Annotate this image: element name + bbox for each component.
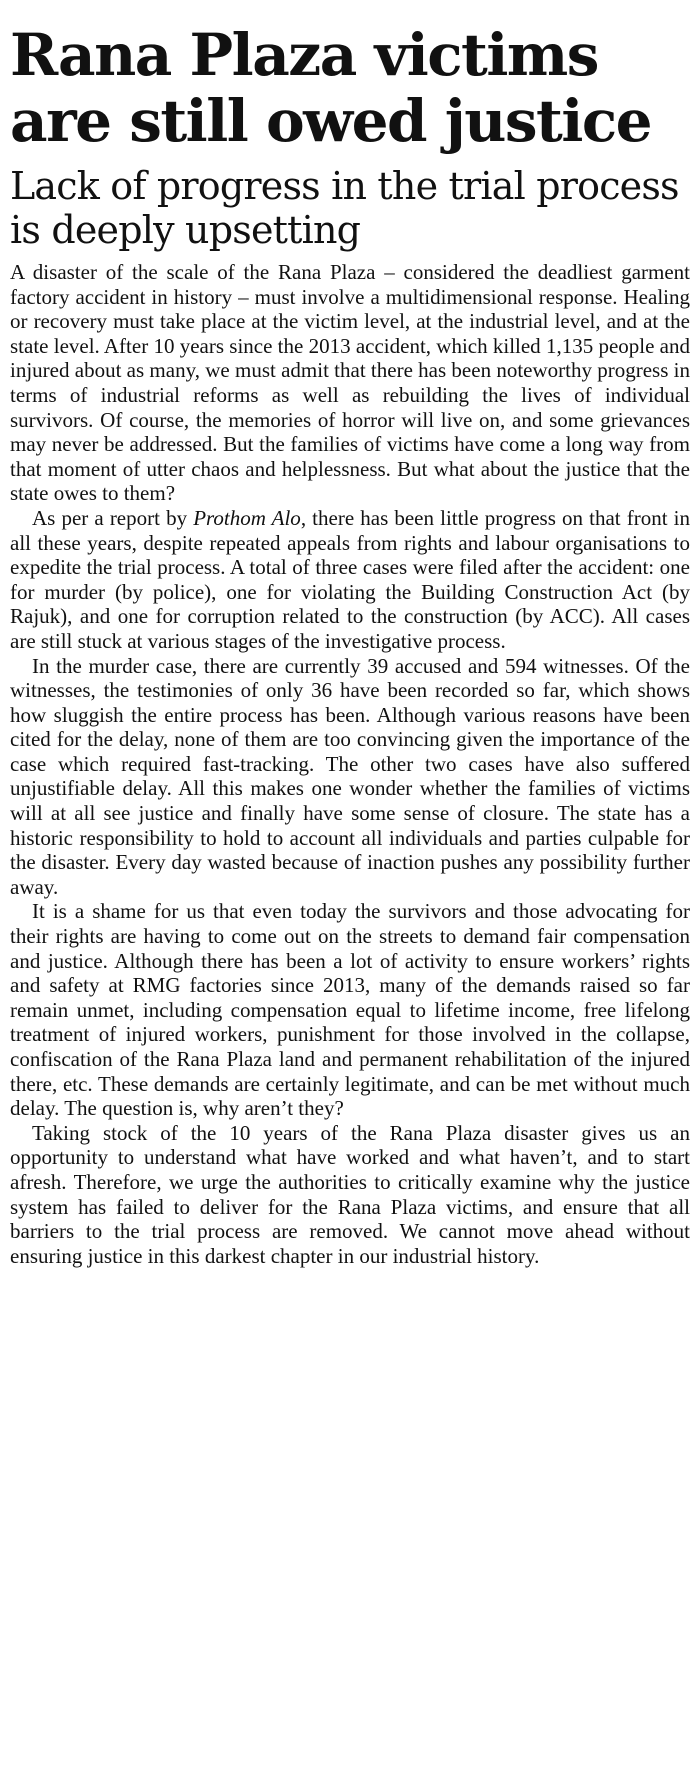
paragraph-3: In the murder case, there are currently 39 accused and 594 witnesses. Of the witnesses, the testimonies of only 36 have been recorded so far, which shows how sluggish the entire process has been. Although various reasons have been cited for the delay, none of them are too convincing given the importance of the case which required fast-tracking. The other two cases have also suffered unjustifiable delay. All this makes one wonder whether the families of victims will at all see justice and finally have some sense of closure. The state has a historic responsibility to hold to account all individuals and parties culpable for the disaster. Every day wasted because of inaction pushes any possibility further away.	[10, 653, 690, 899]
paragraph-2-text: , there has been little progress on that front in all these years, despite repeated appeals from rights and labour organisations to expedite the trial process. A total of three cases were filed after the accident: one for murder (by police), one for violating the Building Construction Act (by Rajuk), and one for corruption related to the construction (by ACC). All cases are still stuck at various stages of the investigative process.	[10, 505, 690, 653]
paragraph-5: Taking stock of the 10 years of the Rana Plaza disaster gives us an opportunity to understand what have worked and what haven’t, and to start afresh. Therefore, we urge the authorities to critically examine why the justice system has failed to deliver for the Rana Plaza victims, and ensure that all barriers to the trial process are removed. We cannot move ahead without ensuring justice in this darkest chapter in our industrial history.	[10, 1120, 690, 1268]
headline: Rana Plaza victims are still owed justice	[10, 21, 652, 155]
paragraph-2	[10, 506, 690, 654]
paragraph-2-lead: As per a report by	[32, 505, 194, 530]
article-body	[10, 260, 690, 1268]
subheadline: Lack of progress in the trial process is deeply upsetting	[10, 164, 679, 252]
paragraph-1: A disaster of the scale of the Rana Plaza – considered the deadliest garment factory accident in history – must involve a multidimensional response. Healing or recovery must take place at the victim level, at the industrial level, and at the state level. After 10 years since the 2013 accident, which killed 1,135 people and injured about as many, we must admit that there has been noteworthy progress in terms of industrial reforms as well as rebuilding the lives of individual survivors. Of course, the memories of horror will live on, and some grievances may never be addressed. But the families of victims have come a long way from that moment of utter chaos and helplessness. But what about the justice that the state owes to them?	[10, 260, 690, 506]
paragraph-4: It is a shame for us that even today the survivors and those advocating for their rights are having to come out on the streets to demand fair compensation and justice. Although there has been a lot of activity to ensure workers’ rights and safety at RMG factories since 2013, many of the demands raised so far remain unmet, including compensation equal to lifetime income, free lifelong treatment of injured workers, punishment for those involved in the collapse, confiscation of the Rana Plaza land and permanent rehabilitation of the injured there, etc. These demands are certainly legitimate, and can be met without much delay. The question is, why aren’t they?	[10, 899, 690, 1121]
publication-name: Prothom Alo	[193, 505, 301, 530]
